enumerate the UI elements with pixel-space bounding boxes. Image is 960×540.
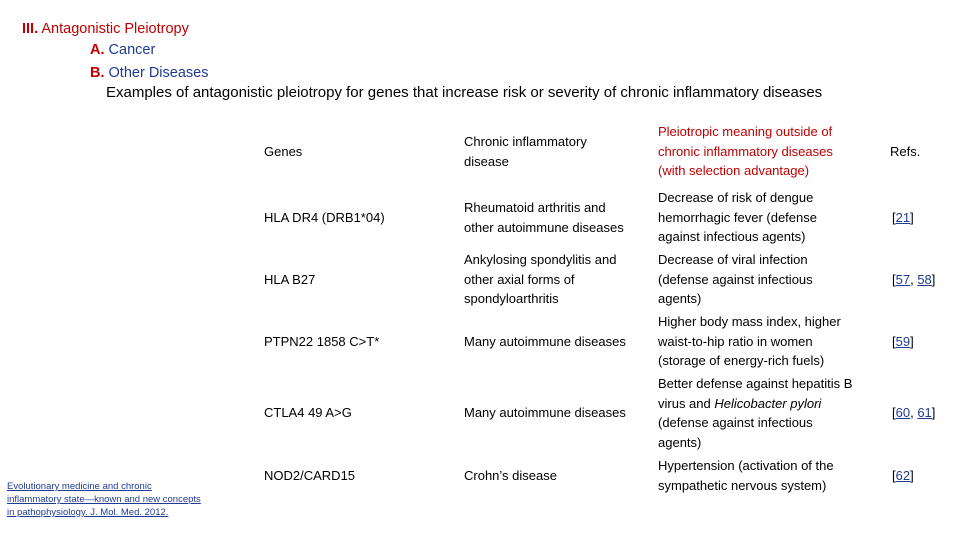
section-number: III. (22, 21, 39, 37)
item-a-title: Cancer (108, 42, 156, 58)
header-pleiotropic-meaning: Pleiotropic meaning outside of chronic inflammatory diseases (with selection advantage) (658, 124, 833, 178)
item-a-letter: A. (90, 42, 105, 58)
table-row-refs: [60, 61] (892, 405, 936, 420)
ref-link[interactable]: 60 (895, 405, 911, 420)
section-title: Antagonistic Pleiotropy (41, 21, 189, 37)
table-row-gene: HLA B27 (264, 272, 316, 287)
header-disease: Chronic inflammatory disease (464, 134, 587, 169)
table-row-gene: NOD2/CARD15 (264, 468, 356, 483)
outline-section-heading (22, 21, 189, 37)
table-row-refs: [21] (892, 210, 914, 225)
header-refs: Refs. (890, 144, 921, 159)
table-row-disease: Many autoimmune diseases (464, 405, 626, 420)
header-genes: Genes (264, 144, 303, 159)
item-b-title: Other Diseases (108, 65, 209, 81)
ref-link[interactable]: 58 (917, 272, 932, 287)
outline-item-a (90, 42, 155, 58)
table-row-gene: HLA DR4 (DRB1*04) (264, 210, 385, 225)
table-caption: Examples of antagonistic pleiotropy for genes that increase risk or severity of chronic inflammatory diseases (106, 84, 823, 101)
ref-link[interactable]: 61 (917, 405, 932, 420)
item-b-letter: B. (90, 65, 105, 81)
table-row-disease: Ankylosing spondylitis and other axial forms of spondyloarthritis (464, 252, 617, 306)
citation-link[interactable]: Evolutionary medicine and chronic inflammatory state—known and new concepts in pathophysiology. J. Mol. Med. 2012. (7, 481, 201, 518)
ref-link[interactable]: 57 (895, 272, 911, 287)
table-row-meaning: Decrease of viral infection (defense against infectious agents) (658, 252, 813, 306)
ref-link[interactable]: 21 (895, 210, 911, 225)
table-row-meaning: Higher body mass index, higher waist-to-hip ratio in women (storage of energy-rich fuels) (658, 314, 841, 368)
table-row-meaning: Decrease of risk of dengue hemorrhagic fever (defense against infectious agents) (658, 190, 817, 244)
table-row-gene: PTPN22 1858 C>T* (264, 334, 380, 349)
ref-link[interactable]: 62 (895, 468, 911, 483)
table-row-meaning: Hypertension (activation of the sympathetic nervous system) (658, 458, 834, 493)
table-row-meaning: Better defense against hepatitis B virus and Helicobacter pylori (defense against infectious agents) (658, 376, 853, 450)
table-row-refs: [59] (892, 334, 914, 349)
ref-link[interactable]: 59 (895, 334, 911, 349)
table-row-gene: CTLA4 49 A>G (264, 405, 352, 420)
table-row-disease: Many autoimmune diseases (464, 334, 626, 349)
table-row-disease: Rheumatoid arthritis and other autoimmune diseases (464, 200, 624, 235)
table-row-disease: Crohn’s disease (464, 468, 557, 483)
table-row-refs: [62] (892, 468, 914, 483)
table-row-refs: [57, 58] (892, 272, 936, 287)
outline-item-b (90, 65, 208, 81)
